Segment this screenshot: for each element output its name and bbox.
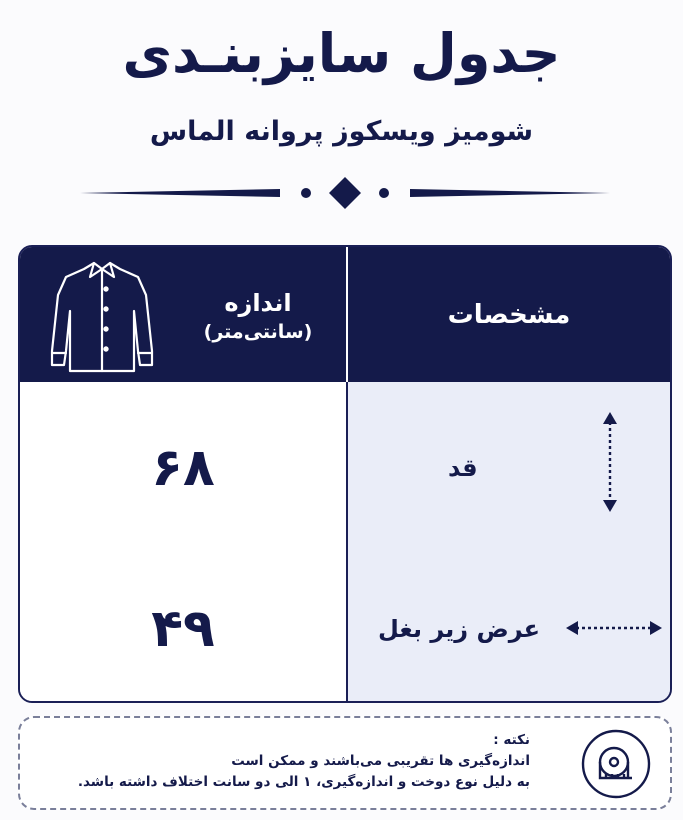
value-cell	[20, 382, 346, 554]
size-column-header	[170, 289, 346, 343]
size-header-label: اندازه	[224, 289, 292, 317]
size-table	[18, 245, 672, 703]
note-line-1: اندازه‌گیری ها تقریبی می‌باشند و ممکن است	[231, 753, 530, 769]
horizontal-arrow-icon	[566, 616, 662, 640]
page-title: جدول سایزبنـدی	[122, 22, 561, 85]
spec-cell	[348, 382, 670, 554]
note-box	[18, 716, 672, 810]
size-header-unit: (سانتی‌متر)	[203, 321, 313, 343]
measuring-tape-icon	[580, 728, 652, 800]
note-line-2: به دلیل نوع دوخت و اندازه‌گیری، ۱ الی دو سانت اختلاف داشته باشد.	[77, 774, 530, 790]
table-header	[20, 247, 670, 382]
spec-column-header: مشخصات	[447, 299, 571, 330]
row-value: ۴۹	[151, 598, 215, 659]
table-row	[20, 554, 670, 703]
vertical-arrow-icon	[598, 412, 622, 512]
value-cell	[20, 554, 346, 703]
row-value: ۶۸	[151, 438, 215, 498]
row-label: قد	[448, 454, 478, 482]
spec-cell	[348, 554, 670, 703]
product-name: شومیز ویسکوز پروانه الماس	[149, 116, 534, 147]
note-text	[50, 730, 530, 793]
row-label: عرض زیر بغل	[378, 614, 541, 643]
table-row	[20, 382, 670, 554]
diamond-divider-icon	[80, 172, 610, 214]
shirt-icon	[42, 255, 162, 377]
note-title: نکته :	[493, 732, 530, 748]
